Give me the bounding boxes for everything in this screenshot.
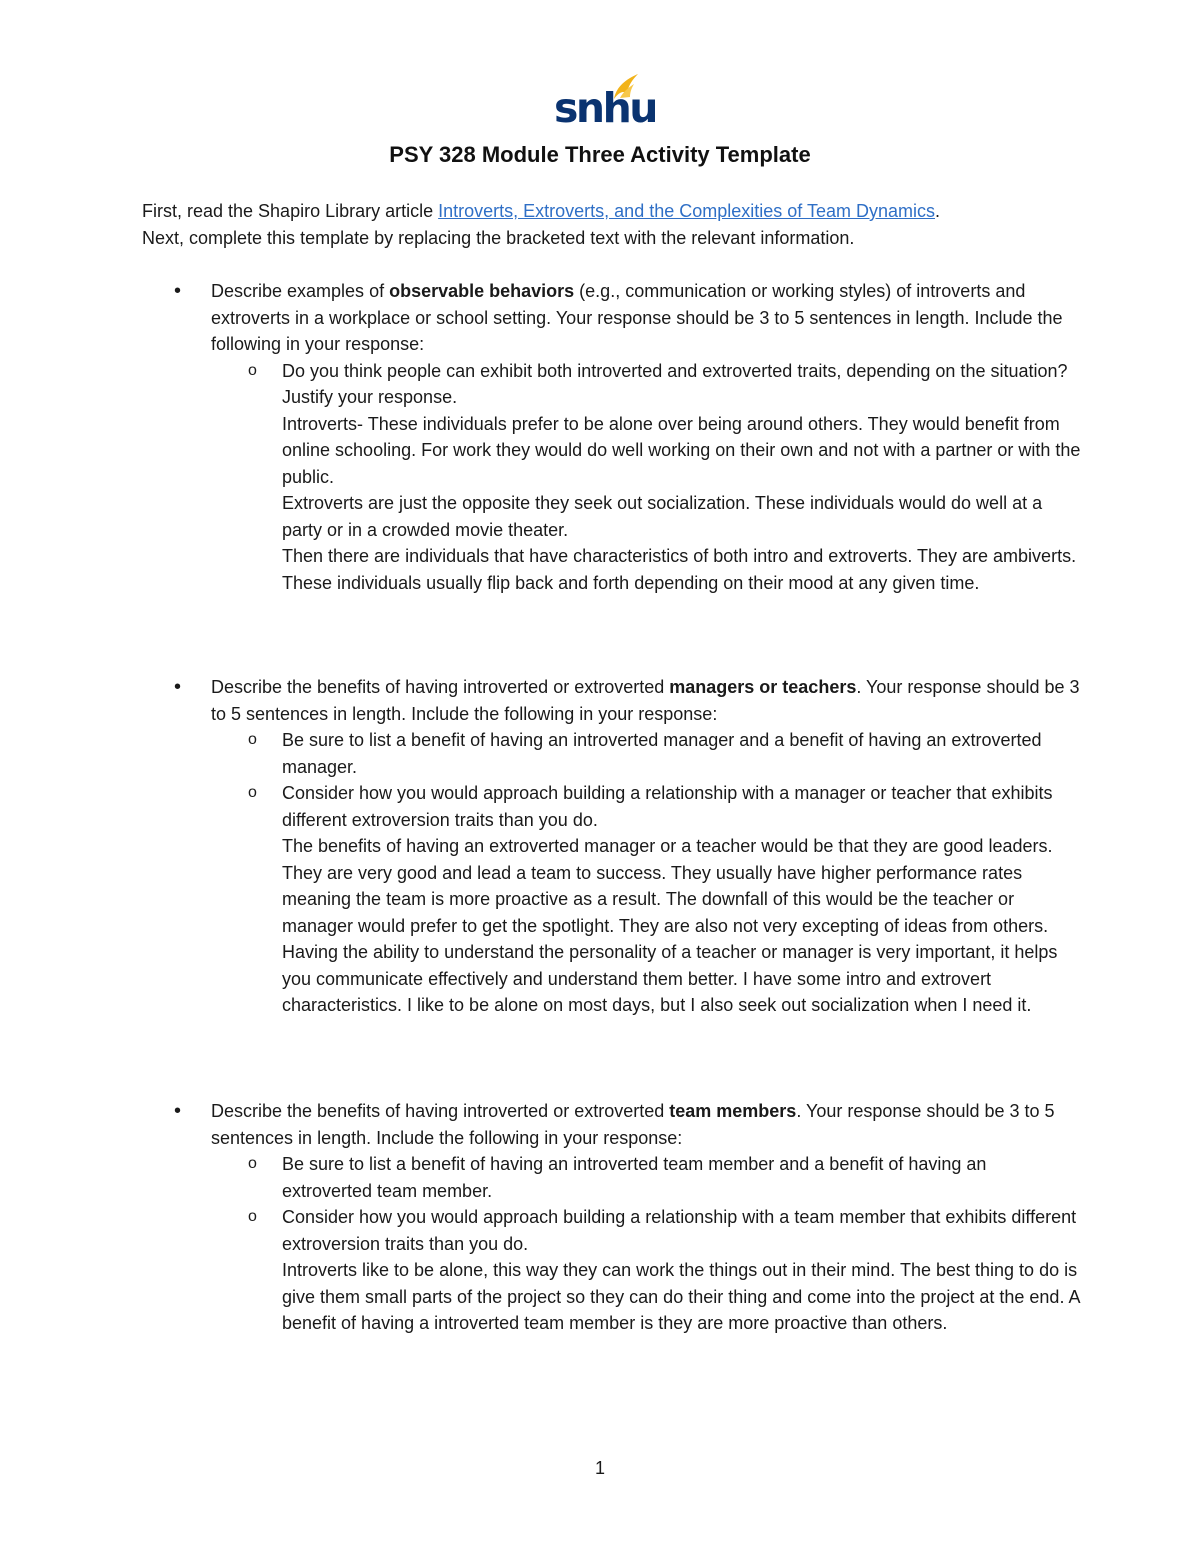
- prompt-keyword: managers or teachers: [669, 677, 857, 697]
- page-title: PSY 328 Module Three Activity Template: [389, 142, 811, 167]
- section-managers-teachers: [211, 674, 1081, 1019]
- page-number: 1: [594, 1458, 605, 1478]
- prompt-keyword: team members: [669, 1101, 797, 1121]
- sub-item-text: Do you think people can exhibit both introverted and extroverted traits, depending on the situation? Justify your response.: [282, 360, 1068, 407]
- sub-item: [248, 727, 1081, 780]
- sub-item-text: Consider how you would approach building a relationship with a manager or teacher that exhibits different extroversion traits than you do.: [282, 783, 1053, 830]
- answer-paragraph: Extroverts are just the opposite they seek out socialization. These individuals would do well at a party or in a crowded movie theater.: [282, 493, 1043, 540]
- sub-bullet-icon: o: [248, 784, 257, 801]
- prompt-keyword: observable behaviors: [389, 281, 575, 301]
- prompt-text: . Your response should be 3 to 5 sentences in length. Include the following in your response:: [211, 677, 1080, 724]
- bullet-icon: [174, 674, 184, 700]
- section-prompt: [211, 674, 1081, 727]
- intro-text: First, read the Shapiro Library article: [142, 201, 439, 221]
- sub-item-text: Be sure to list a benefit of having an introverted manager and a benefit of having an extroverted manager.: [282, 730, 1042, 777]
- article-link[interactable]: Introverts, Extroverts, and the Complexities of Team Dynamics: [438, 201, 935, 221]
- section-prompt: [211, 1098, 1081, 1151]
- sub-item: [248, 358, 1081, 411]
- sub-bullet-icon: o: [248, 1208, 257, 1225]
- snhu-logo: [554, 72, 656, 134]
- bullet-icon: [174, 278, 184, 304]
- prompt-text: Describe the benefits of having introverted or extroverted: [211, 677, 670, 697]
- intro-line-1: [142, 198, 1072, 225]
- sub-item: [248, 1151, 1081, 1204]
- sub-bullet-icon: o: [248, 361, 257, 379]
- answer-paragraph: Then there are individuals that have characteristics of both intro and extroverts. They are ambiverts. These individuals usually flip back and forth depending on their mood at any given time.: [282, 546, 1077, 593]
- section-observable-behaviors: [211, 278, 1081, 596]
- sub-item-text: Be sure to list a benefit of having an introverted team member and a benefit of having an extroverted team member.: [282, 1154, 987, 1201]
- answer-paragraph: The benefits of having an extroverted manager or a teacher would be that they are good leaders. They are very good and lead a team to success. They usually have higher performance rates meaning the team is more proactive as a result. The downfall of this would be the teacher or manager would prefer to get the spotlight. They are also not very excepting of ideas from others.: [282, 836, 1053, 936]
- prompt-text: (e.g., communication or working styles) of introverts and extroverts in a workplace or school setting. Your response should be 3 to 5 sentences in length. Include the following in your response:: [211, 281, 1063, 354]
- intro-line-2: Next, complete this template by replacing the bracketed text with the relevant information.: [142, 227, 855, 248]
- sub-item: [248, 780, 1081, 833]
- sub-bullet-icon: o: [248, 1155, 257, 1172]
- answer-paragraph: Introverts like to be alone, this way they can work the things out in their mind. The best thing to do is give them small parts of the project so they can do their thing and come into the project at the end. A benefit of having a introverted team member is they are more proactive than others.: [282, 1260, 1080, 1333]
- sub-item-text: Consider how you would approach building a relationship with a team member that exhibits different extroversion traits than you do.: [282, 1207, 1077, 1254]
- sub-bullet-icon: o: [248, 731, 257, 748]
- bullet-icon: [174, 1098, 184, 1124]
- logo-wordmark: snhu: [554, 84, 656, 132]
- answer-paragraph: Introverts- These individuals prefer to be alone over being around others. They would benefit from online schooling. For work they would do well working on their own and not with a partner or with the public.: [282, 413, 1081, 487]
- prompt-text: . Your response should be 3 to 5 sentences in length. Include the following in your response:: [211, 1101, 1055, 1148]
- answer-paragraph: Having the ability to understand the personality of a teacher or manager is very important, it helps you communicate effectively and understand them better. I have some intro and extrovert characteristics. I like to be alone on most days, but I also seek out socialization when I need it.: [282, 942, 1058, 1015]
- prompt-text: Describe the benefits of having introverted or extroverted: [211, 1101, 670, 1121]
- section-team-members: [211, 1098, 1081, 1337]
- section-prompt: [211, 278, 1081, 358]
- sub-item: [248, 1204, 1081, 1257]
- intro-paragraph: [142, 198, 1072, 251]
- prompt-text: Describe examples of: [211, 281, 390, 301]
- intro-punct: .: [934, 201, 940, 221]
